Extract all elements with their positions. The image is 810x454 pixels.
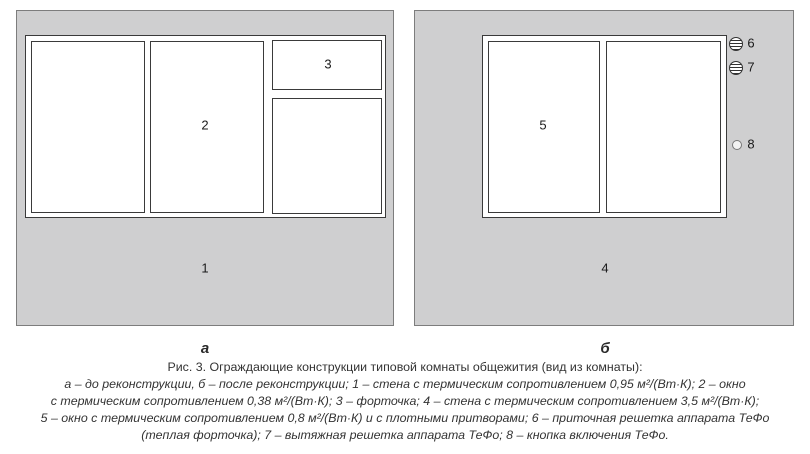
label-7: 7 [747,59,755,75]
label-2: 2 [201,117,209,133]
label-6: 6 [747,35,755,51]
window-pane-new-right [606,41,721,213]
label-8: 8 [747,136,755,152]
window-frame-new [482,35,727,218]
supply-grille-icon [729,37,743,51]
tefo-power-button [732,140,742,150]
label-4: 4 [601,260,609,276]
panel-b-label: б [600,340,610,357]
figure-caption [6,359,804,444]
label-3: 3 [324,56,332,72]
panel-a-wall [16,10,394,326]
window-pane-right-lower [272,98,382,214]
caption-line-2: с термическим сопротивлением 0,38 м²/(Вт·К); 3 – форточка; 4 – стена с термическим сопротивлением 3,5 м²/(Вт·К); [50,394,760,408]
label-1: 1 [201,260,209,276]
panel-b-wall [414,10,794,326]
panel-a-label: а [200,340,210,357]
window-pane-left [31,41,145,213]
caption-line-1: а – до реконструкции, б – после реконструкции; 1 – стена с термическим сопротивлением 0,95 м²/(Вт·К); 2 – окно [64,377,746,391]
caption-line-4: (теплая форточка); 7 – вытяжная решетка аппарата ТеФо; 8 – кнопка включения ТеФо. [141,428,669,442]
caption-line-3: 5 – окно с термическим сопротивлением 0,8 м²/(Вт·К) и с плотными притворами; 6 – приточная решетка аппарата ТеФо [40,411,770,425]
exhaust-grille-icon [729,61,743,75]
label-5: 5 [539,117,547,133]
caption-title: Рис. 3. Ограждающие конструкции типовой комнаты общежития (вид из комнаты): [167,360,643,374]
